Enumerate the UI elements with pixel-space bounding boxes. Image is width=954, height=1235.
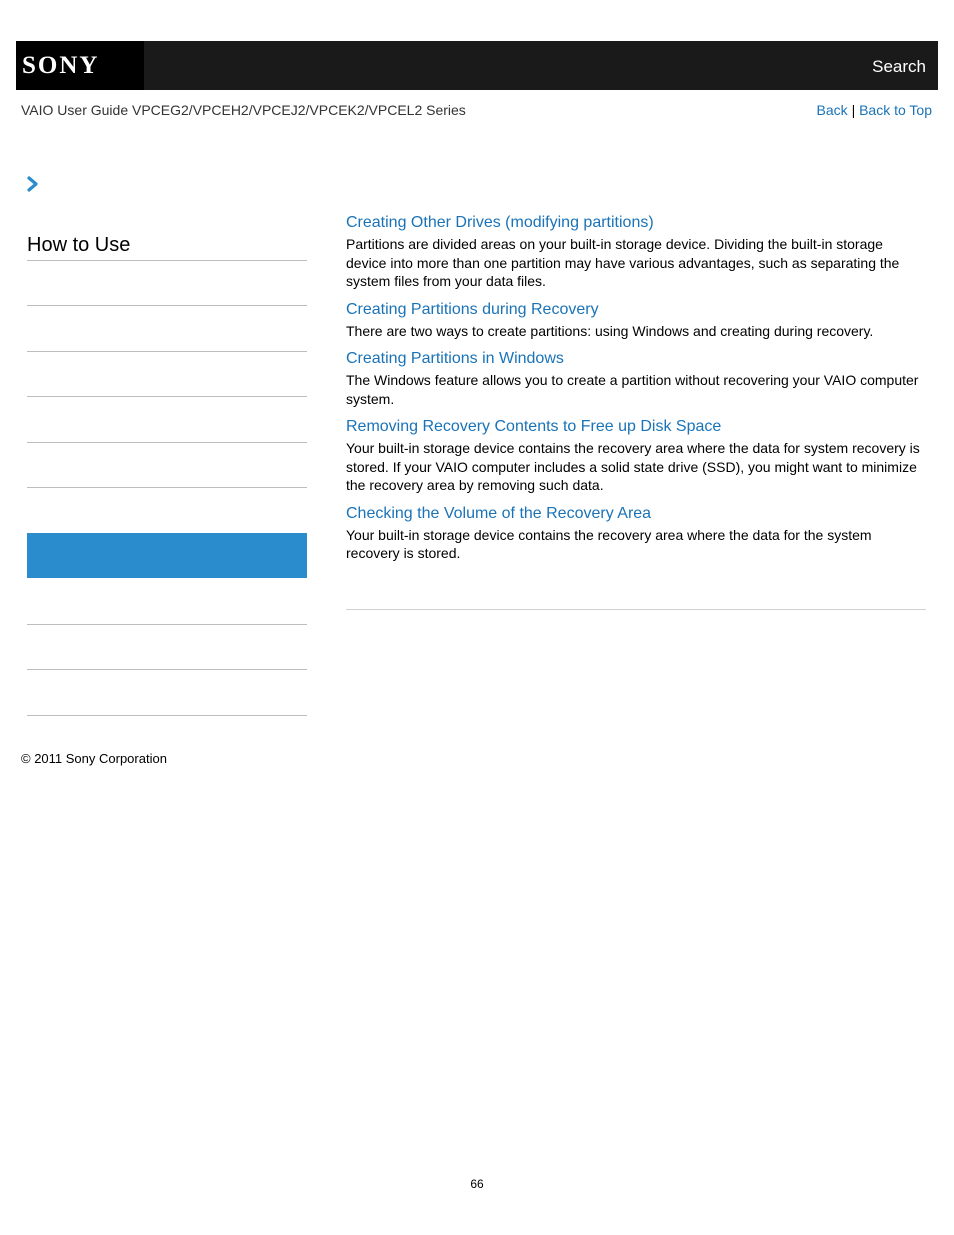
sidebar-item-9[interactable] <box>27 670 307 715</box>
back-link[interactable]: Back <box>816 102 848 118</box>
guide-title: VAIO User Guide VPCEG2/VPCEH2/VPCEJ2/VPCEK2/VPCEL2 Series <box>21 102 466 118</box>
header-bar <box>16 41 938 90</box>
topic-link[interactable]: Creating Other Drives (modifying partitions) <box>346 214 654 231</box>
topic-description: The Windows feature allows you to create a partition without recovering your VAIO computer system. <box>346 372 919 407</box>
sidebar-divider <box>27 715 307 716</box>
back-to-top-link[interactable]: Back to Top <box>859 102 932 118</box>
top-nav <box>817 101 932 119</box>
logo-text: SONY <box>22 52 100 79</box>
topic-link[interactable]: Removing Recovery Contents to Free up Disk Space <box>346 418 722 435</box>
topic-list <box>346 213 926 572</box>
content-divider <box>346 609 926 610</box>
topic-entry <box>346 417 926 495</box>
topic-entry <box>346 300 926 341</box>
sony-logo[interactable] <box>16 41 144 90</box>
sidebar-item-4[interactable] <box>27 397 307 442</box>
chevron-right-icon <box>25 175 41 193</box>
page-number: 66 <box>470 1177 484 1191</box>
sidebar-item-8[interactable] <box>27 625 307 670</box>
sidebar-item-3[interactable] <box>27 352 307 397</box>
topic-link[interactable]: Checking the Volume of the Recovery Area <box>346 504 652 522</box>
sidebar-title: How to Use <box>27 234 131 256</box>
sidebar-divider <box>27 487 307 488</box>
topic-link[interactable]: Creating Partitions during Recovery <box>346 300 599 318</box>
topic-link[interactable]: Creating Partitions in Windows <box>346 350 564 367</box>
sidebar-item-7[interactable] <box>27 579 307 624</box>
search-button[interactable]: Search <box>872 57 926 76</box>
sidebar-item-2[interactable] <box>27 306 307 351</box>
nav-separator: | <box>851 102 856 118</box>
topic-entry <box>346 504 926 563</box>
topic-description: There are two ways to create partitions: using Windows and creating during recovery. <box>346 322 874 339</box>
topic-description: Your built-in storage device contains the recovery area where the data for system recovery is stored. If your VAIO computer includes a solid state drive (SSD), you might want to minimize the recovery area by removing such data. <box>346 440 920 493</box>
sidebar-item-active[interactable] <box>27 533 307 578</box>
topic-description: Partitions are divided areas on your built-in storage device. Dividing the built-in storage device into more than one partition may have various advantages, such as separating the system files from your data files. <box>346 236 900 289</box>
copyright: © 2011 Sony Corporation <box>21 751 167 766</box>
topic-entry <box>346 349 926 408</box>
sidebar-item-5[interactable] <box>27 443 307 488</box>
topic-entry <box>346 213 926 291</box>
sidebar-item-1[interactable] <box>27 261 307 306</box>
topic-description: Your built-in storage device contains the recovery area where the data for the system recovery is stored. <box>346 526 872 561</box>
